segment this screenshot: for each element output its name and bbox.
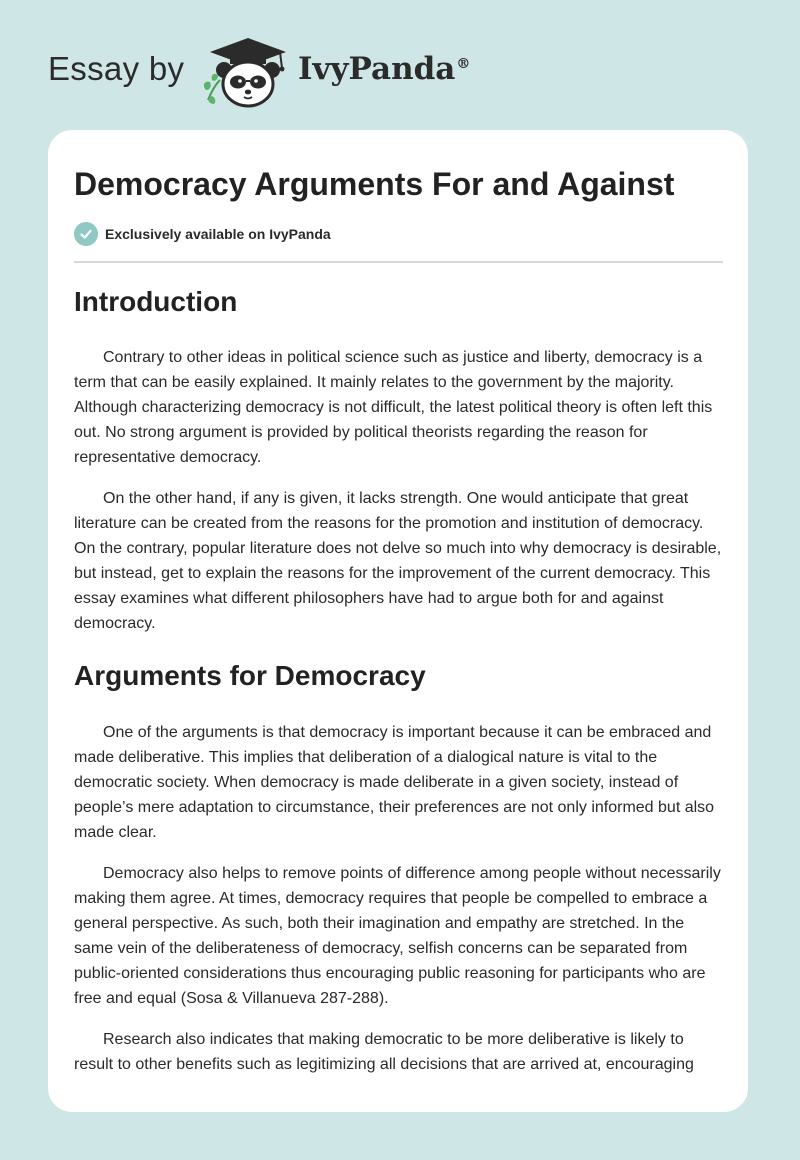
paragraph: Research also indicates that making democratic to be more deliberative is likely to result to other benefits such as legitimizing all decisions that are arrived at, encouraging	[74, 1031, 694, 1073]
exclusive-badge	[74, 222, 331, 246]
divider	[74, 261, 723, 263]
panda-logo-icon	[200, 36, 296, 112]
paragraph: On the other hand, if any is given, it lacks strength. One would anticipate that great literature can be created from the reasons for the promotion and institution of democracy. On the contrary, popular literature does not delve so much into why democracy is desirable, but instead, get to explain the reasons for the improvement of the current democracy. This essay examines what different philosophers have had to argue both for and against democracy.	[74, 490, 722, 632]
section-heading-arguments-for-democracy: Arguments for Democracy	[74, 660, 426, 691]
check-icon	[74, 222, 98, 246]
badge-label: Exclusively available on IvyPanda	[105, 226, 331, 242]
paragraph: One of the arguments is that democracy is important because it can be embraced and made deliberative. This implies that deliberation of a dialogical nature is vital to the democratic society. When democracy is made deliberate in a given society, instead of people’s mere adaptation to circumstance, their preferences are not only informed but also made clear.	[74, 724, 715, 841]
paragraph: Democracy also helps to remove points of difference among people without necessarily making them agree. At times, democracy requires that people be compelled to embrace a general perspective. As such, both their imagination and empathy are stretched. In the same vein of the deliberateness of democracy, selfish concerns can be separated from public-oriented considerations thus encouraging public reasoning for participants who are free and equal (Sosa & Villanueva 287-288).	[74, 865, 721, 1007]
paragraph: Contrary to other ideas in political science such as justice and liberty, democracy is a term that can be easily explained. It mainly relates to the government by the majority. Although characterizing democracy is not difficult, the latest political theory is often left this out. No strong argument is provided by political theorists regarding the reason for representative democracy.	[74, 349, 713, 466]
site-header	[0, 0, 800, 130]
section-heading-introduction: Introduction	[74, 286, 238, 317]
essay-by-label: Essay by	[48, 50, 185, 87]
essay-card	[48, 130, 748, 1112]
page-title: Democracy Arguments For and Against	[74, 166, 675, 202]
brand-name: IvyPanda®	[298, 51, 471, 87]
essay-body	[74, 280, 723, 1077]
